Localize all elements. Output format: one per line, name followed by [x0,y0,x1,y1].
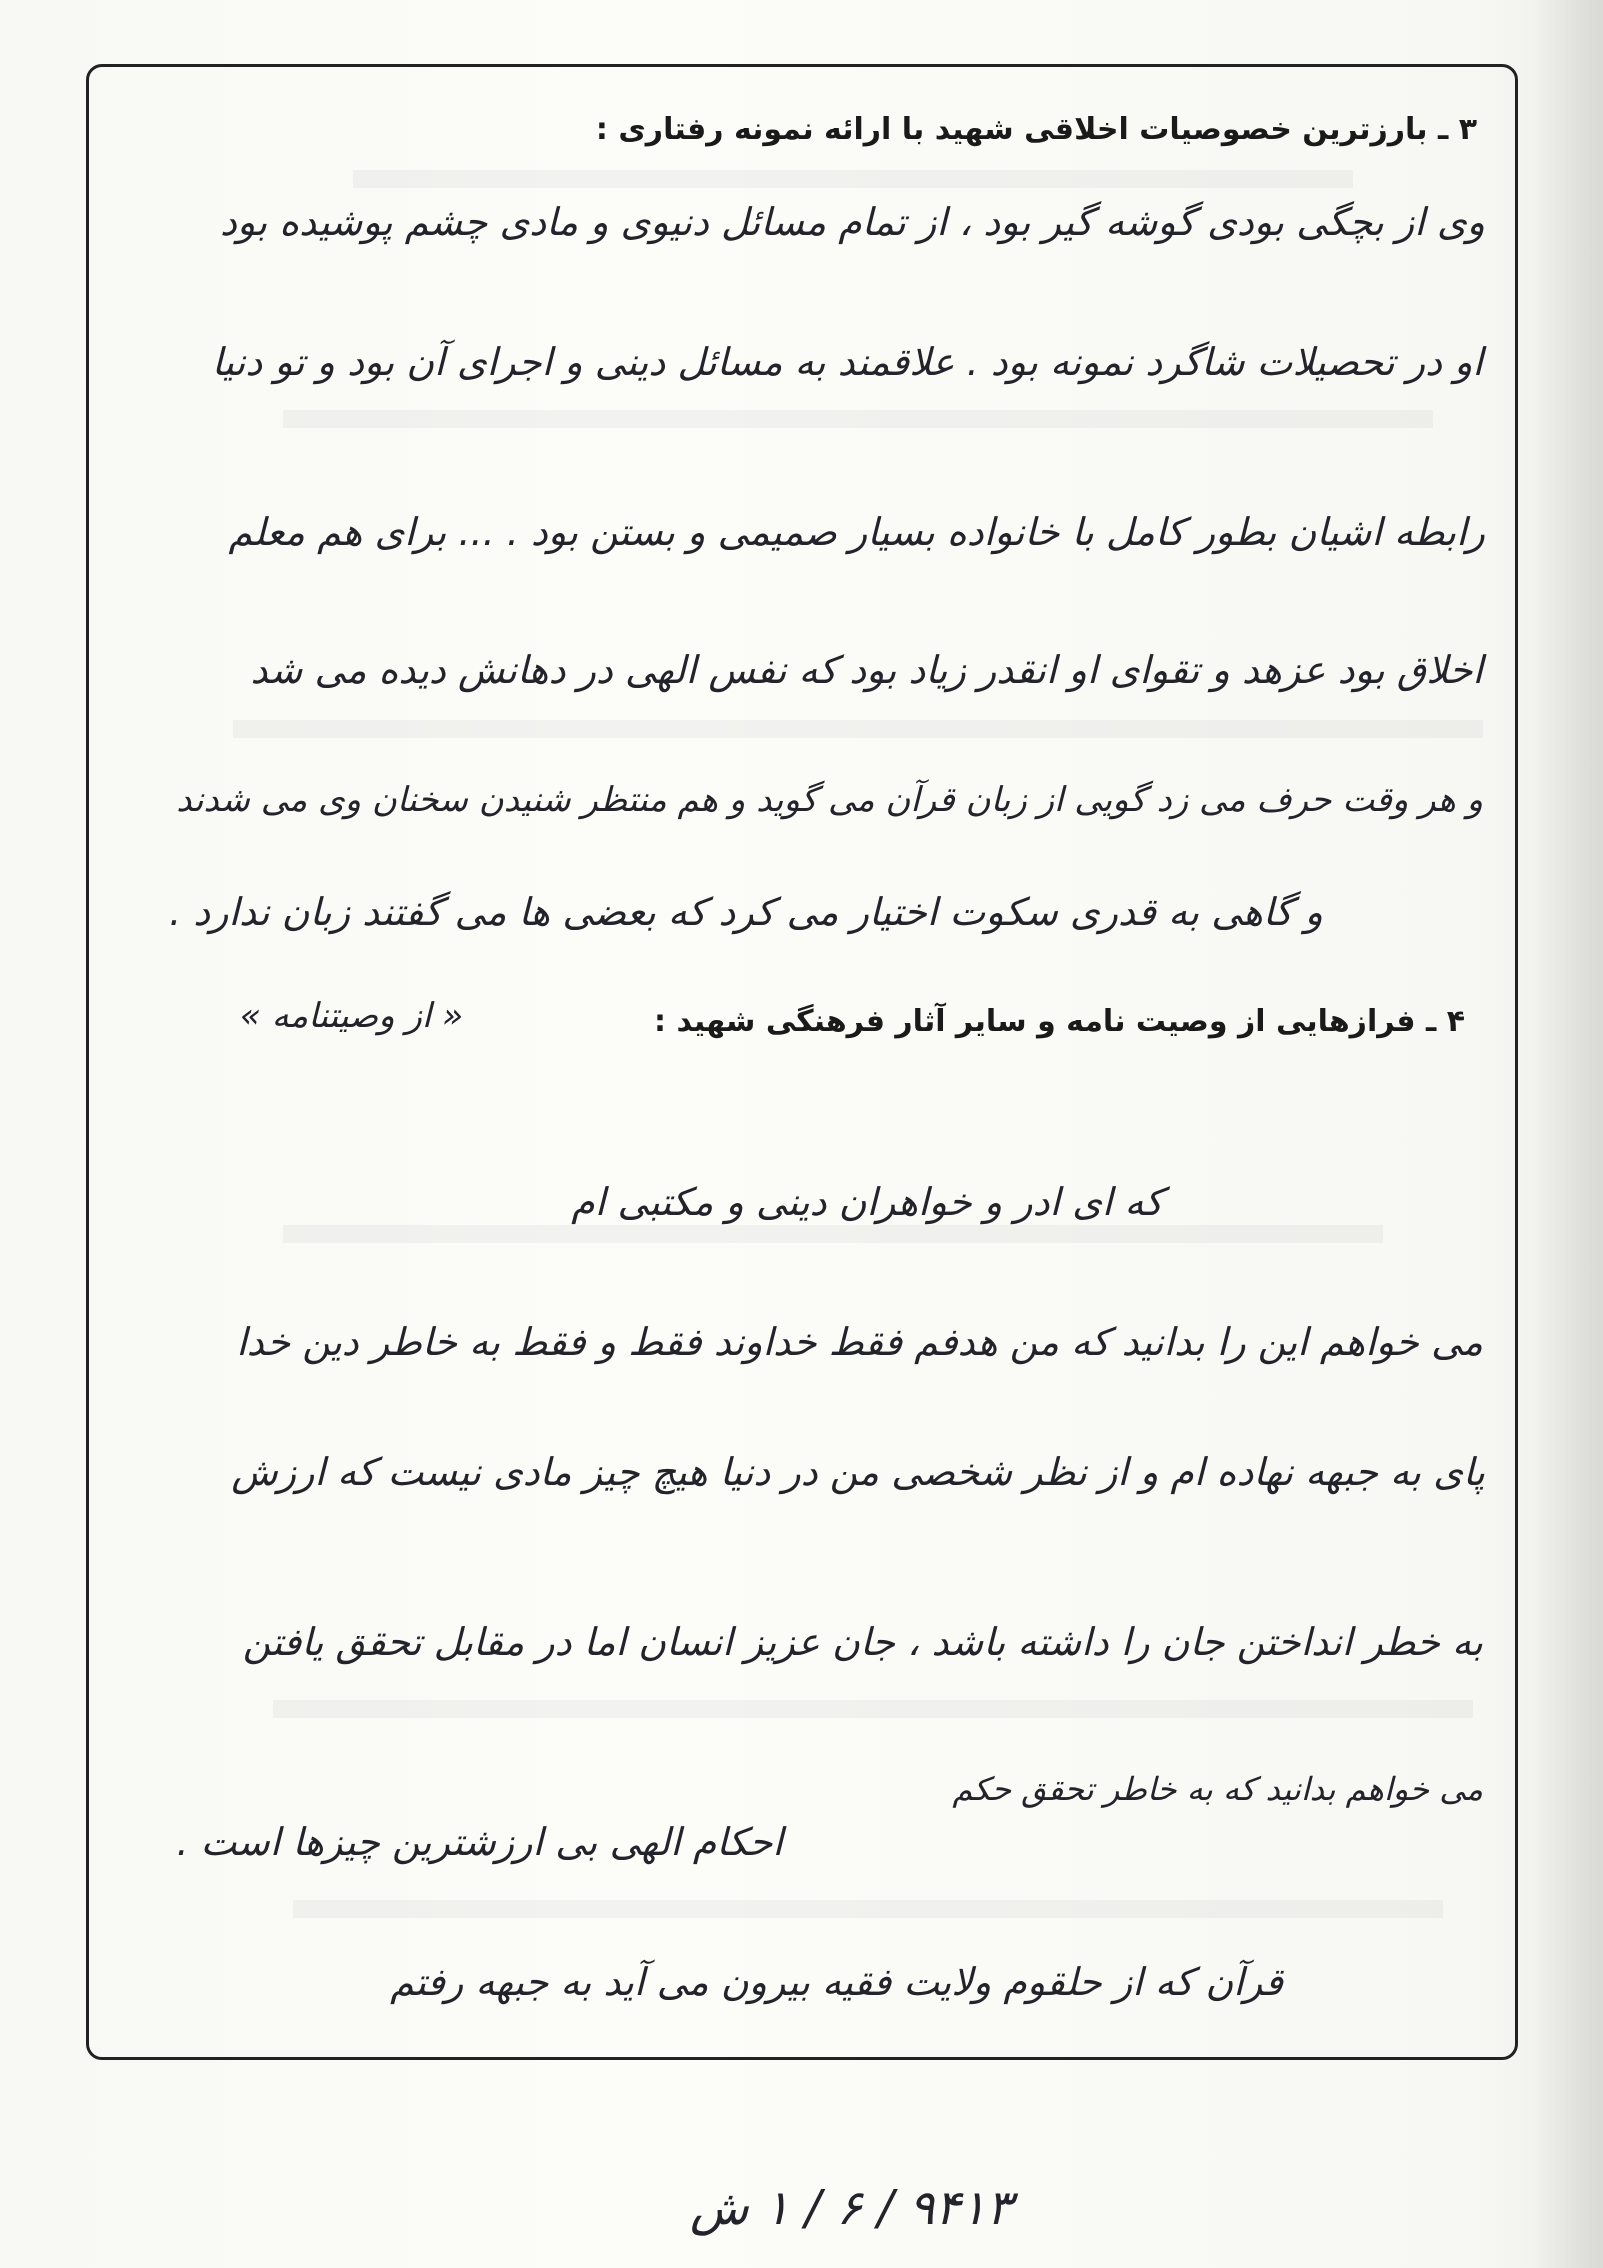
section3-line-4: اخلاق بود عزهد و تقوای او انقدر زیاد بود که نفس الهی در دهانش دیده می شد [250,648,1483,692]
section3-line-3: رابطه اشیان بطور کامل با خانواده بسیار صمیمی و بستن بود . ... برای هم معلم [228,510,1485,554]
section3-line-5: و هر وقت حرف می زد گویی از زبان قرآن می گوید و هم منتظر شنیدن سخنان وی می شدند [176,780,1483,820]
section4-line-4: به خطر انداختن جان را داشته باشد ، جان عزیز انسان اما در مقابل تحقق یافتن [242,1620,1483,1664]
section4-line-6: می خواهم بدانید که به خاطر تحقق حکم [952,1770,1483,1808]
section4-line-1: که ای ادر و خواهران دینی و مکتبی ام [571,1180,1163,1224]
section4-heading: ۴ ـ فرازهایی از وصیت نامه و سایر آثار فرهنگی شهید : [654,1004,1465,1039]
section3-line-6: و گاهی به قدری سکوت اختیار می کرد که بعضی ها می گفتند زبان ندارد . [169,890,1323,934]
footer-number: ۹۴۱۳ / ۶ / ۱ ش [690,2180,1012,2236]
section3-heading: ۳ ـ بارزترین خصوصیات اخلاقی شهید با ارائه نمونه رفتاری : [595,112,1477,147]
section4-line-5: احکام الهی بی ارزشترین چیزها است . [176,1820,783,1864]
section4-line-3: پای به جبهه نهاده ام و از نظر شخصی من در دنیا هیچ چیز مادی نیست که ارزش [231,1450,1485,1494]
section3-line-2: او در تحصیلات شاگرد نمونه بود . علاقمند به مسائل دینی و اجرای آن بود و تو دنیا [211,340,1483,384]
section4-line-7: قرآن که از حلقوم ولایت فقیه بیرون می آید به جبهه رفتم [390,1960,1283,2004]
page-edge-shadow [1533,0,1603,2268]
section4-line-2: می خواهم این را بدانید که من هدفم فقط خداوند فقط و فقط به خاطر دین خدا [236,1320,1483,1364]
section4-handwritten-note: « از وصیتنامه » [240,996,464,1036]
section3-line-1: وی از بچگی بودی گوشه گیر بود ، از تمام مسائل دنیوی و مادی چشم پوشیده بود [220,200,1485,244]
